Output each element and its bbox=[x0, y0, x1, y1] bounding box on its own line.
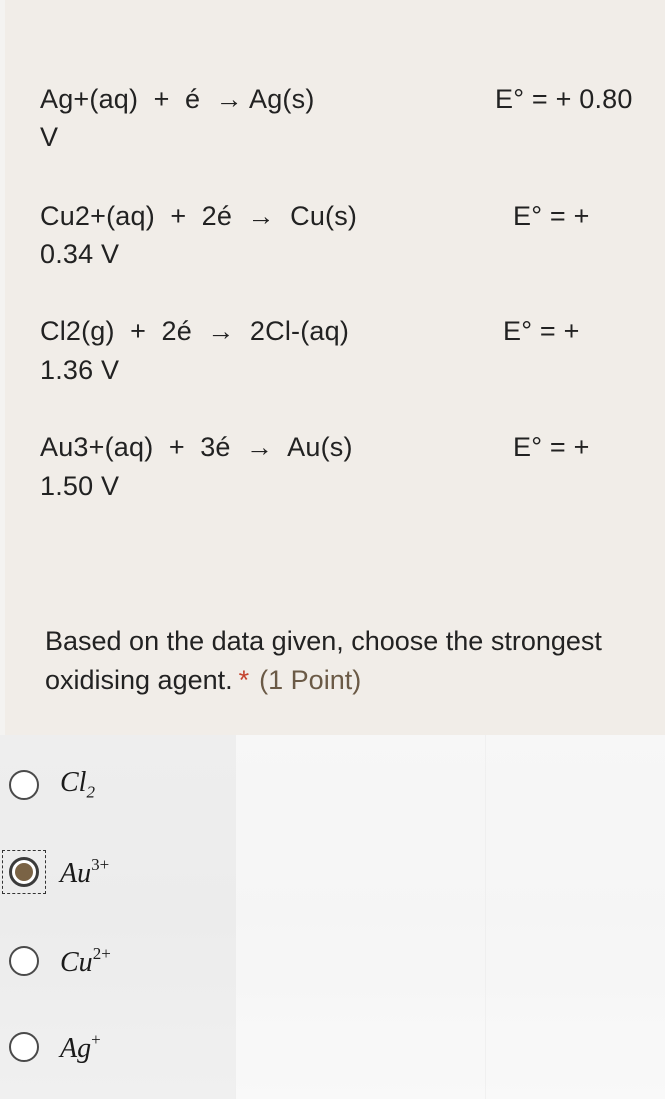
option-label: $Au^{3+}$ bbox=[60, 854, 110, 889]
equation-1-potential: E° = + 0.80 bbox=[495, 84, 633, 114]
option-au3plus[interactable] bbox=[0, 842, 665, 902]
equation-1-reaction: Ag+(aq) + é → Ag(s) bbox=[40, 84, 315, 114]
question-points: (1 Point) bbox=[259, 665, 362, 695]
equation-4-potential: E° = + bbox=[513, 432, 590, 462]
radio-button[interactable] bbox=[9, 946, 39, 976]
option-label: $Cl_2$ bbox=[60, 767, 95, 802]
option-cu2plus[interactable] bbox=[0, 931, 665, 991]
question-text: Based on the data given, choose the strongest oxidising agent. bbox=[45, 626, 602, 695]
question-card bbox=[5, 0, 665, 735]
radio-button[interactable] bbox=[9, 770, 39, 800]
equation-4-continuation: 1.50 V bbox=[40, 471, 120, 501]
option-agplus[interactable] bbox=[0, 1017, 665, 1077]
radio-button[interactable] bbox=[9, 1032, 39, 1062]
equation-2-potential: E° = + bbox=[513, 201, 590, 231]
equation-3-continuation: 1.36 V bbox=[40, 355, 120, 385]
question-prompt bbox=[45, 622, 605, 700]
options-area bbox=[0, 735, 665, 1099]
equation-3-potential: E° = + bbox=[503, 316, 580, 346]
equation-2-continuation: 0.34 V bbox=[40, 239, 120, 269]
radio-button-selected[interactable] bbox=[9, 857, 39, 887]
equation-1-continuation: V bbox=[40, 122, 59, 152]
equation-2-reaction: Cu2+(aq) + 2é → Cu(s) bbox=[40, 201, 358, 231]
option-label: $Cu^{2+}$ bbox=[60, 943, 111, 978]
required-marker: * bbox=[238, 665, 250, 695]
equation-4-reaction: Au3+(aq) + 3é → Au(s) bbox=[40, 432, 353, 462]
option-label: Ag+ bbox=[60, 1029, 101, 1064]
option-cl2[interactable] bbox=[0, 755, 665, 815]
equation-3-reaction: Cl2(g) + 2é → 2Cl-(aq) bbox=[40, 316, 350, 346]
